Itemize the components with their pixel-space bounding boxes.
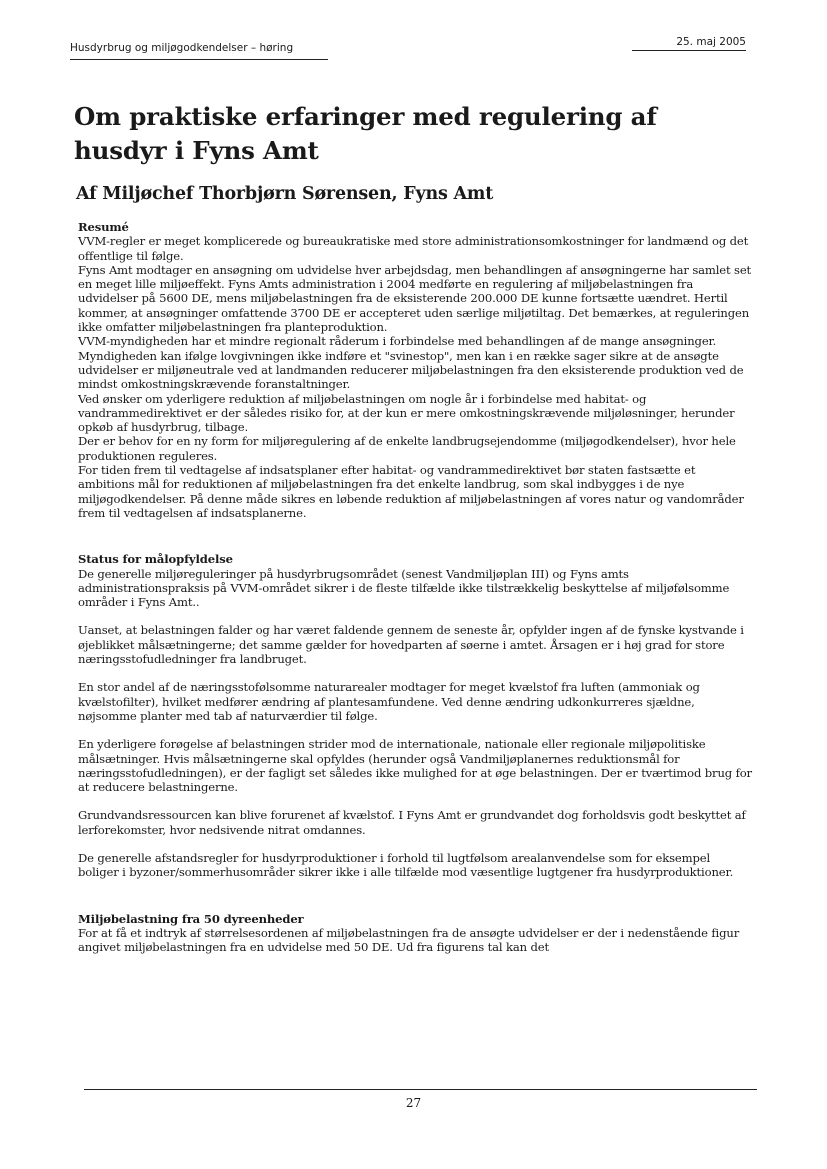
status-paragraph: En yderligere forøgelse af belastningen strider mod de internationale, nationale eller regionale miljøpolitiske målsætninger. Hvis målsætningerne skal opfyldes (herunder også Vandmiljøplanernes reduktionsmål for næringsstofudledningen), er der fagligt set således ikke mulighed for at øge belastningen. Der er tværtimod brug for at reducere belastningerne. <box>78 737 752 795</box>
running-header-date: 25. maj 2005 <box>676 36 746 48</box>
resume-paragraph: VVM-myndigheden har et mindre regionalt råderum i forbindelse med behandlingen af de mange ansøgninger. Myndigheden kan ifølge lovgivningen ikke indføre et "svinestop", men kan i en række sager sikre at de ansøgte udvidelser er miljøneutrale ved at landmanden reducerer miljøbelastningen fra den eksisterende produktion ved de mindst omkostningskrævende foranstaltninger. <box>78 334 744 392</box>
paragraph-spacer <box>78 723 754 737</box>
load-heading: Miljøbelastning fra 50 dyreenheder <box>78 911 304 926</box>
page-number: 27 <box>405 1096 422 1110</box>
paragraph-spacer <box>78 837 754 851</box>
resume-heading: Resumé <box>78 220 129 234</box>
footer-rule <box>84 1089 757 1090</box>
section-spacer <box>78 520 754 552</box>
load-section <box>78 912 754 955</box>
status-heading: Status for målopfyldelse <box>78 552 233 567</box>
status-paragraph: De generelle afstandsregler for husdyrproduktioner i forhold til lugtfølsom arealanvendelse som for eksempel boliger i byzoner/sommerhusområder sikrer ikke i alle tilfælde mod væsentlige lugtgener fra husdyrproduktioner. <box>78 850 734 880</box>
status-paragraph: De generelle miljøreguleringer på husdyrbrugsområdet (senest Vandmiljøplan III) og Fyns amts administrationspraksis på VVM-området sikrer i de fleste tilfælde ikke tilstrækkelig beskyttelse af miljøfølsomme områder i Fyns Amt.. <box>78 566 730 610</box>
paragraph-spacer <box>78 609 754 623</box>
resume-paragraph: Ved ønsker om yderligere reduktion af miljøbelastningen om nogle år i forbindelse med habitat- og vandrammedirektivet er der således risiko for, at der kun er mere omkostningskrævende miljøløsninger, herunder opkøb af husdyrbrug, tilbage. <box>78 391 735 435</box>
paragraph-spacer <box>78 794 754 808</box>
status-paragraph: Grundvandsressourcen kan blive forurenet af kvælstof. I Fyns Amt er grundvandet dog forholdsvis godt beskyttet af lerforekomster, hvor nedsivende nitrat omdannes. <box>78 808 746 837</box>
load-paragraph: For at få et indtryk af størrelsesordenen af miljøbelastningen fra de ansøgte udvidelser er der i nedenstående figur angivet miljøbelastningen fra en udvidelse med 50 DE. Ud fra figurens tal kan det <box>78 925 740 955</box>
status-paragraph: Uanset, at belastningen falder og har været faldende gennem de seneste år, opfylder ingen af de fynske kystvande i øjeblikket målsætningerne; det samme gælder for hovedparten af søerne i amtet. Årsagen er i høj grad for store næringsstofudledninger fra landbruget. <box>78 623 744 667</box>
status-section <box>78 552 754 879</box>
running-header <box>70 36 746 58</box>
resume-section <box>78 220 754 520</box>
resume-paragraph: For tiden frem til vedtagelse af indsatsplaner efter habitat- og vandrammedirektivet bør staten fastsætte et ambitions mål for reduktionen af miljøbelastningen fra det enkelte landbrug, som skal indbygges i de nye miljøgodkendelser. På denne måde sikres en løbende reduktion af miljøbelastningen af vores natur og vandområder frem til vedtagelsen af indsatsplanerne. <box>78 463 744 520</box>
document-body <box>78 220 754 954</box>
resume-paragraph: VVM-regler er meget komplicerede og bureaukratiske med store administrationsomkostninger for landmænd og det offentlige til følge. <box>78 234 749 263</box>
resume-paragraph: Fyns Amt modtager en ansøgning om udvidelse hver arbejdsdag, men behandlingen af ansøgningerne har samlet set en meget lille miljøeffekt. Fyns Amts administration i 2004 medførte en regulering af miljøbelastningen fra udvidelser på 5600 DE, mens miljøbelastningen fra de eksisterende 200.000 DE kunne fortsætte uændret. Hertil kommer, at ansøgninger omfattende 3700 DE er accepteret uden særlige miljøtiltag. Det bemærkes, at reguleringen ikke omfatter miljøbelastningen fra planteproduktion. <box>78 262 752 335</box>
document-title: Om praktiske erfaringer med regulering af husdyr i Fyns Amt <box>74 102 657 165</box>
document-author-line: Af Miljøchef Thorbjørn Sørensen, Fyns Amt <box>76 184 494 204</box>
resume-paragraph: Der er behov for en ny form for miljøregulering af de enkelte landbrugsejendomme (miljøgodkendelser), hvor hele produktionen reguleres. <box>78 434 736 463</box>
paragraph-spacer <box>78 666 754 680</box>
section-spacer <box>78 880 754 912</box>
status-paragraph: En stor andel af de næringsstofølsomme naturarealer modtager for meget kvælstof fra luften (ammoniak og kvælstofilter), hvilket medfører ændring af plantesamfundene. Ved denne ændring udkonkurreres sjældne, nøjsomme planter med tab af naturværdier til følge. <box>78 680 700 723</box>
header-rule-right <box>632 50 746 51</box>
header-rule-left <box>70 59 328 60</box>
running-header-title: Husdyrbrug og miljøgodkendelser – høring <box>70 42 294 54</box>
